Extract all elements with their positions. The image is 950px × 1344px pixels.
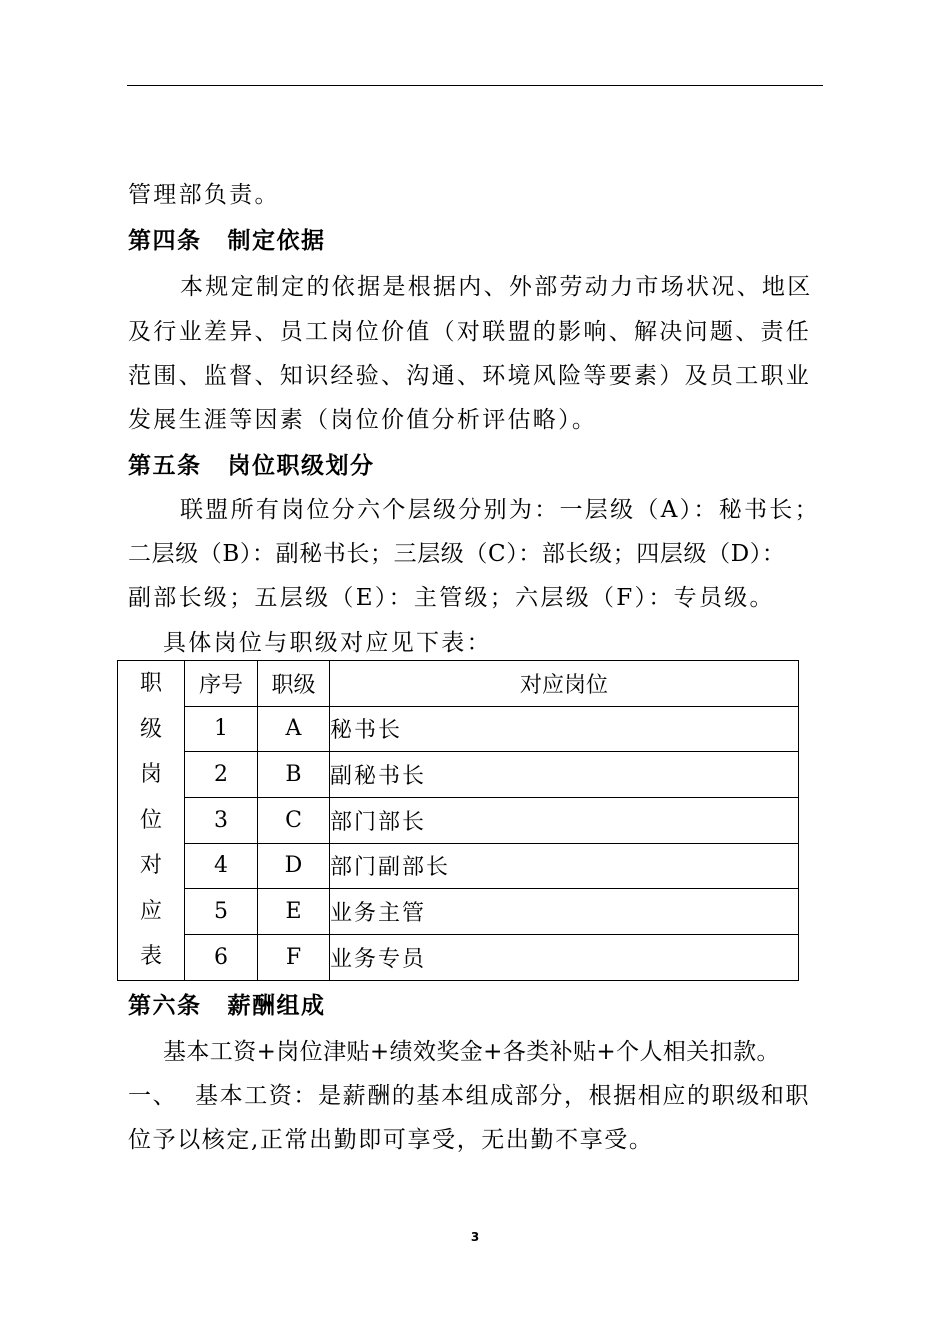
- cell-post: 部门副部长: [330, 843, 799, 889]
- article-4-line: 发展生涯等因素（岗位价值分析评估略）。: [128, 407, 598, 433]
- article-4-line: 及行业差异、员工岗位价值（对联盟的影响、解决问题、责任: [128, 319, 812, 345]
- cell-post: 秘书长: [330, 706, 799, 752]
- cell-seq: 6: [185, 934, 258, 980]
- grade-table: [117, 660, 799, 981]
- table-intro: 具体岗位与职级对应见下表：: [163, 630, 492, 656]
- table-row: [118, 752, 799, 798]
- cell-grade: B: [258, 752, 330, 798]
- cell-seq: 2: [185, 752, 258, 798]
- table-row: [118, 843, 799, 889]
- table-header-row: [118, 661, 799, 707]
- article-6-heading: [128, 991, 824, 1021]
- article-5-line: 联盟所有岗位分六个层级分别为：一层级（A）：秘书长；: [180, 497, 820, 523]
- article-6-number: 第六条: [128, 993, 202, 1019]
- cell-seq: 1: [185, 706, 258, 752]
- item-1-line: 一、 基本工资：是薪酬的基本组成部分，根据相应的职级和职: [128, 1083, 811, 1109]
- header-post: 对应岗位: [330, 661, 799, 707]
- table-row: [118, 706, 799, 752]
- continuation-text: 管理部负责。: [128, 182, 280, 208]
- table-row: [118, 797, 799, 843]
- table-side-label: 职 级 岗 位 对 应 表: [118, 661, 185, 981]
- cell-grade: F: [258, 934, 330, 980]
- cell-seq: 3: [185, 797, 258, 843]
- page-number: 3: [470, 1230, 480, 1244]
- article-5-line: 二层级（B）：副秘书长；三层级（C）：部长级；四层级（D）：: [128, 541, 786, 567]
- article-4-title: 制定依据: [227, 228, 326, 254]
- cell-grade: A: [258, 706, 330, 752]
- cell-seq: 5: [185, 889, 258, 935]
- cell-seq: 4: [185, 843, 258, 889]
- article-4-line: 本规定制定的依据是根据内、外部劳动力市场状况、地区: [180, 274, 813, 300]
- article-5-number: 第五条: [128, 453, 202, 479]
- article-5-title: 岗位职级划分: [227, 453, 375, 479]
- cell-post: 部门部长: [330, 797, 799, 843]
- article-6-title: 薪酬组成: [227, 993, 326, 1019]
- cell-post: 副秘书长: [330, 752, 799, 798]
- table-row: [118, 889, 799, 935]
- article-4-heading: [128, 226, 824, 256]
- header-grade: 职级: [258, 661, 330, 707]
- article-5-heading: [128, 451, 824, 481]
- header-seq: 序号: [185, 661, 258, 707]
- article-4-number: 第四条: [128, 228, 202, 254]
- cell-grade: C: [258, 797, 330, 843]
- cell-grade: E: [258, 889, 330, 935]
- salary-formula: 基本工资+岗位津贴+绩效奖金+各类补贴+个人相关扣款。: [163, 1039, 780, 1065]
- cell-post: 业务专员: [330, 934, 799, 980]
- article-5-line: 副部长级；五层级（E）：主管级；六层级（F）：专员级。: [128, 585, 775, 611]
- cell-post: 业务主管: [330, 889, 799, 935]
- item-1-line: 位予以核定,正常出勤即可享受，无出勤不享受。: [128, 1127, 654, 1153]
- article-4-line: 范围、监督、知识经验、沟通、环境风险等要素）及员工职业: [128, 363, 812, 389]
- table-row: [118, 934, 799, 980]
- cell-grade: D: [258, 843, 330, 889]
- header-rule: [127, 85, 823, 86]
